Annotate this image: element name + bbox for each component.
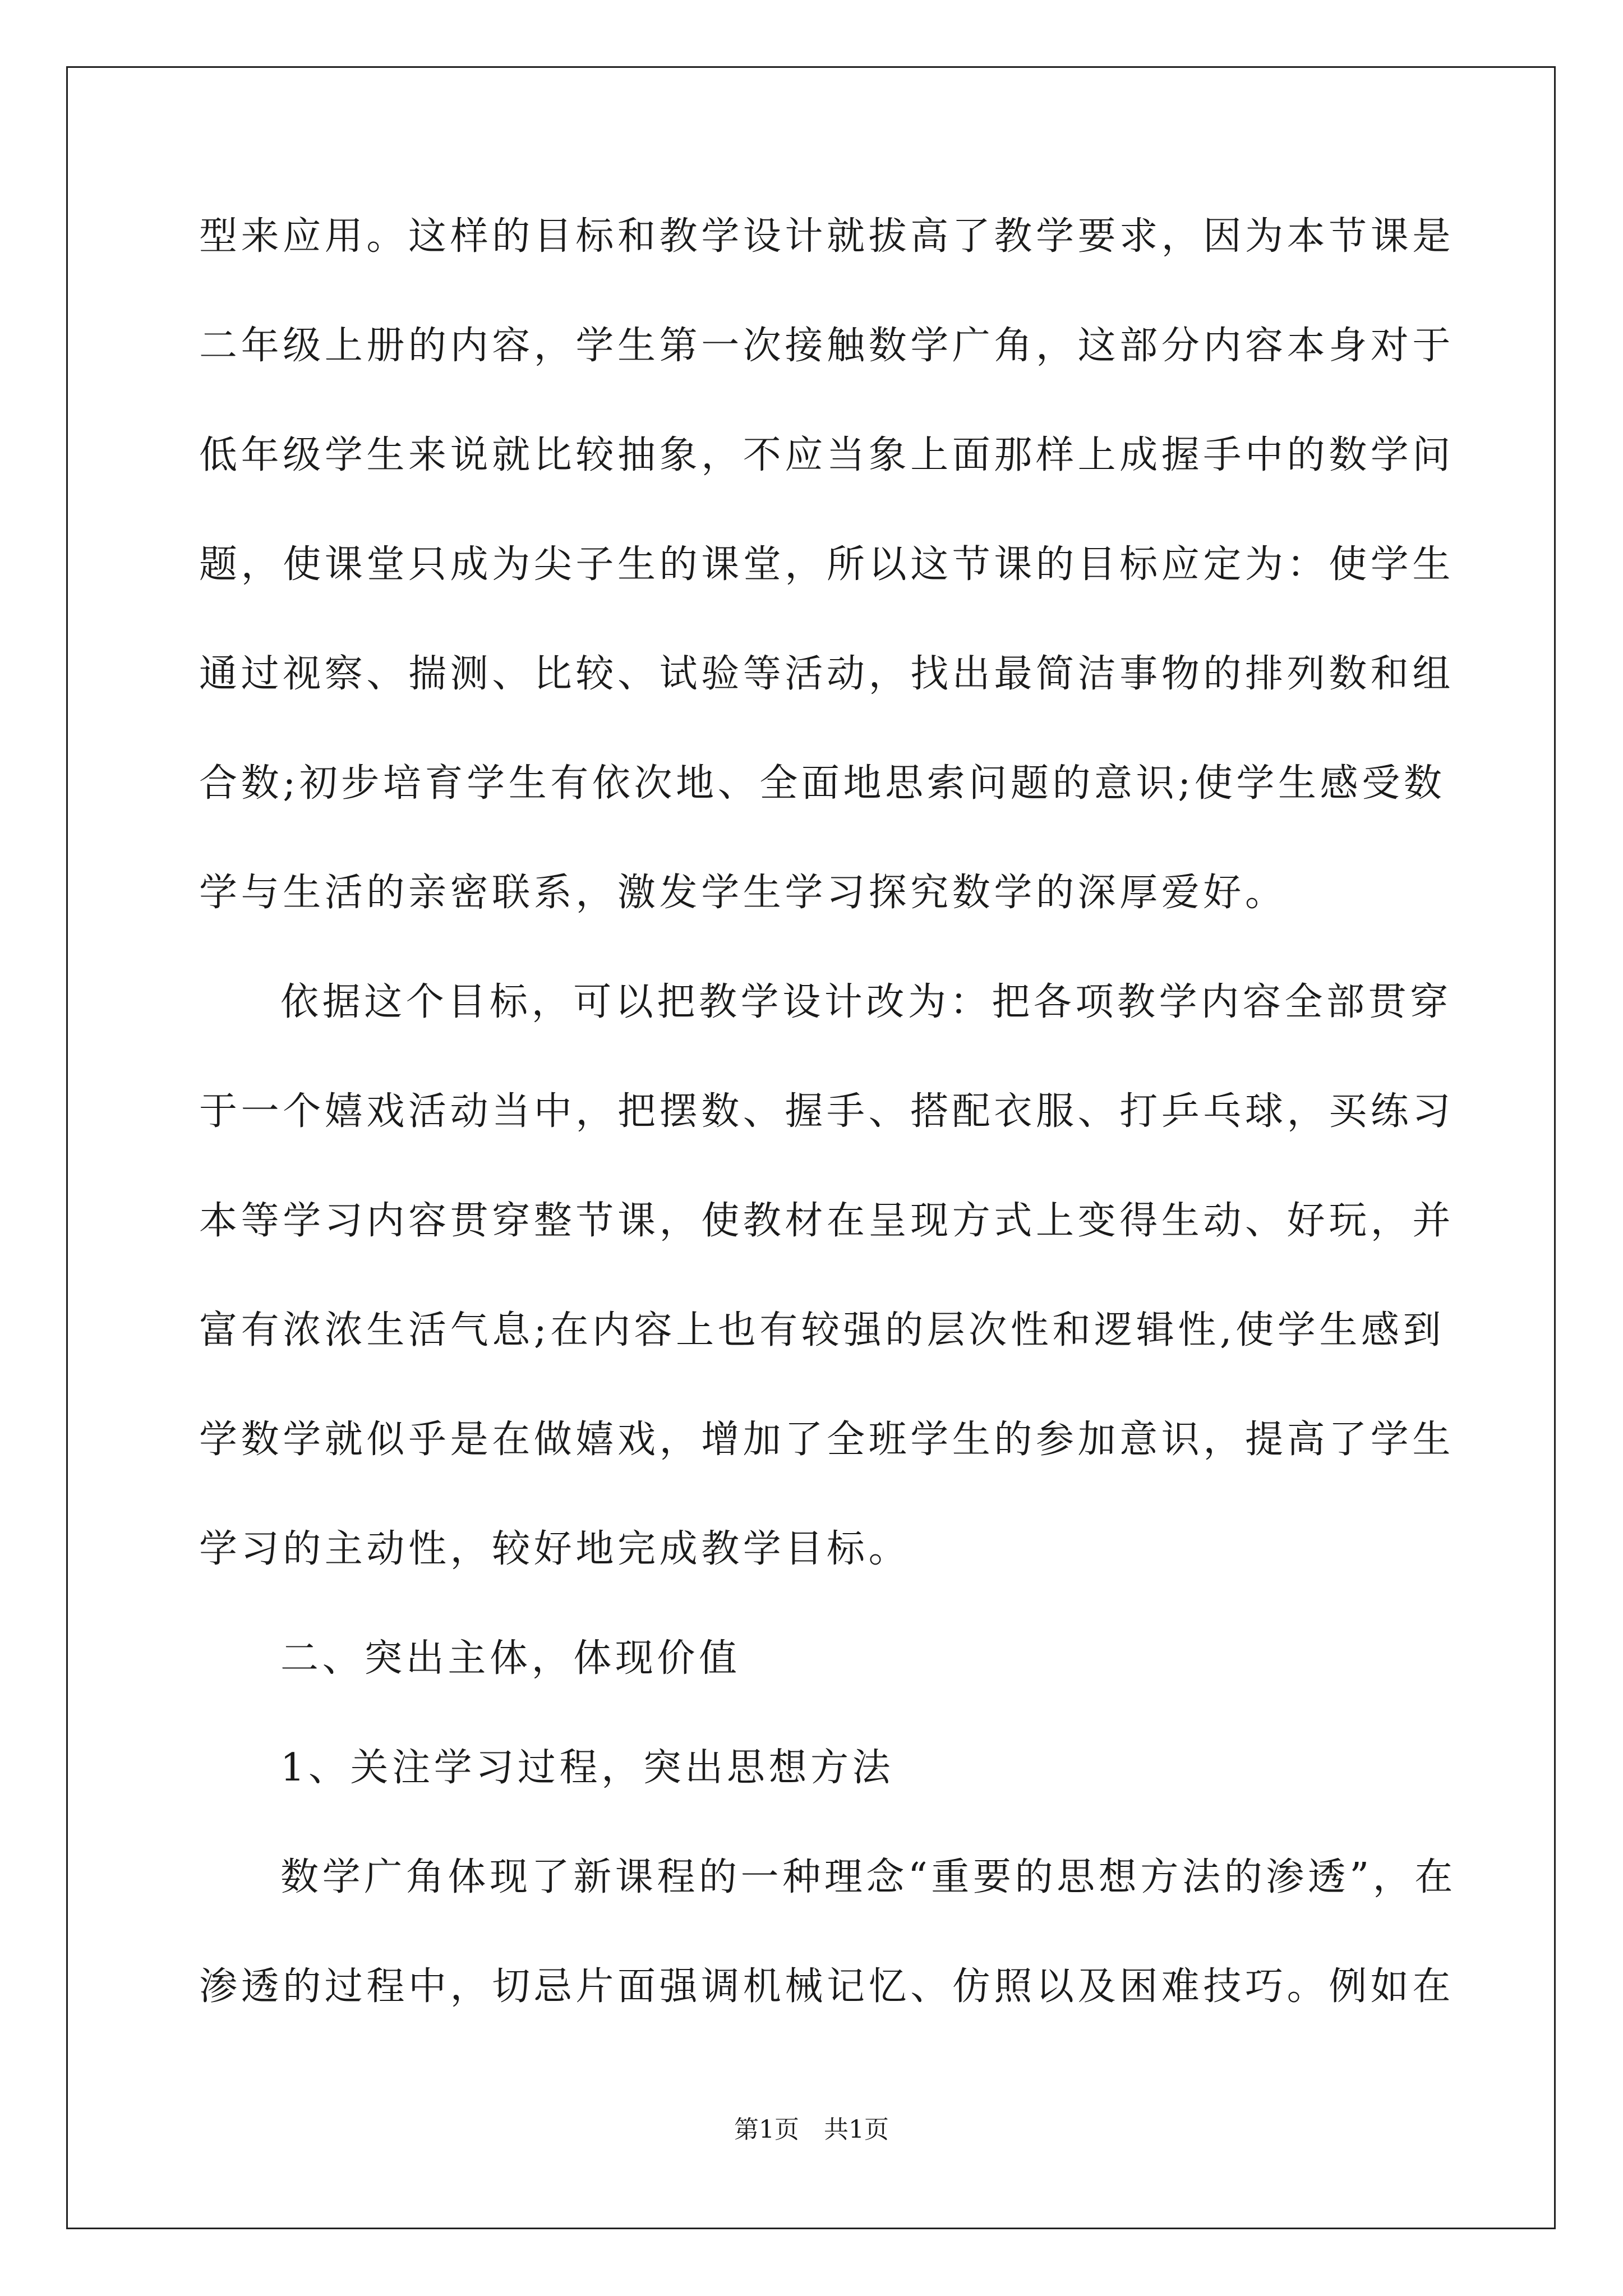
page-footer <box>0 2114 1623 2146</box>
paragraph-1-line-4: 题，使课堂只成为尖子生的课堂，所以这节课的目标应定为：使学生 <box>199 542 1455 587</box>
paragraph-1-line-7: 学与生活的亲密联系，激发学生学习探究数学的深厚爱好。 <box>199 871 1287 915</box>
paragraph-3-line-1: 数学广角体现了新课程的一种理念“重要的思想方法的渗透”，在 <box>280 1855 1456 1899</box>
paragraph-2-line-6: 学习的主动性，较好地完成教学目标。 <box>199 1527 911 1571</box>
page-number-total: 共1页 <box>824 2115 889 2144</box>
paragraph-2-line-2: 于一个嬉戏活动当中，把摆数、握手、搭配衣服、打乒乓球，买练习 <box>199 1089 1455 1134</box>
paragraph-2-line-3: 本等学习内容贯穿整节课，使教材在呈现方式上变得生动、好玩，并 <box>199 1199 1455 1243</box>
paragraph-2-line-5: 学数学就似乎是在做嬉戏，增加了全班学生的参加意识，提高了学生 <box>199 1418 1455 1462</box>
paragraph-1-line-6: 合数;初步培育学生有依次地、全面地思索问题的意识;使学生感受数 <box>199 761 1446 806</box>
paragraph-3-line-2: 渗透的过程中，切忌片面强调机械记忆、仿照以及困难技巧。例如在 <box>199 1964 1455 2009</box>
paragraph-1-line-2: 二年级上册的内容，学生第一次接触数学广角，这部分内容本身对于 <box>199 324 1455 368</box>
subsection-heading: 1、关注学习过程，突出思想方法 <box>280 1746 895 1790</box>
page-number-current: 第1页 <box>734 2115 799 2144</box>
paragraph-2-line-1: 依据这个目标，可以把教学设计改为：把各项教学内容全部贯穿 <box>280 980 1452 1024</box>
section-heading: 二、突出主体，体现价值 <box>280 1636 741 1681</box>
paragraph-2-line-4: 富有浓浓生活气息;在内容上也有较强的层次性和逻辑性,使学生感到 <box>199 1308 1445 1352</box>
paragraph-1-line-3: 低年级学生来说就比较抽象，不应当象上面那样上成握手中的数学问 <box>199 433 1455 477</box>
page-border <box>66 66 1556 2229</box>
paragraph-1-line-5: 通过视察、揣测、比较、试验等活动，找出最简洁事物的排列数和组 <box>199 652 1455 696</box>
paragraph-1-line-1: 型来应用。这样的目标和教学设计就拔高了教学要求，因为本节课是 <box>199 214 1455 259</box>
